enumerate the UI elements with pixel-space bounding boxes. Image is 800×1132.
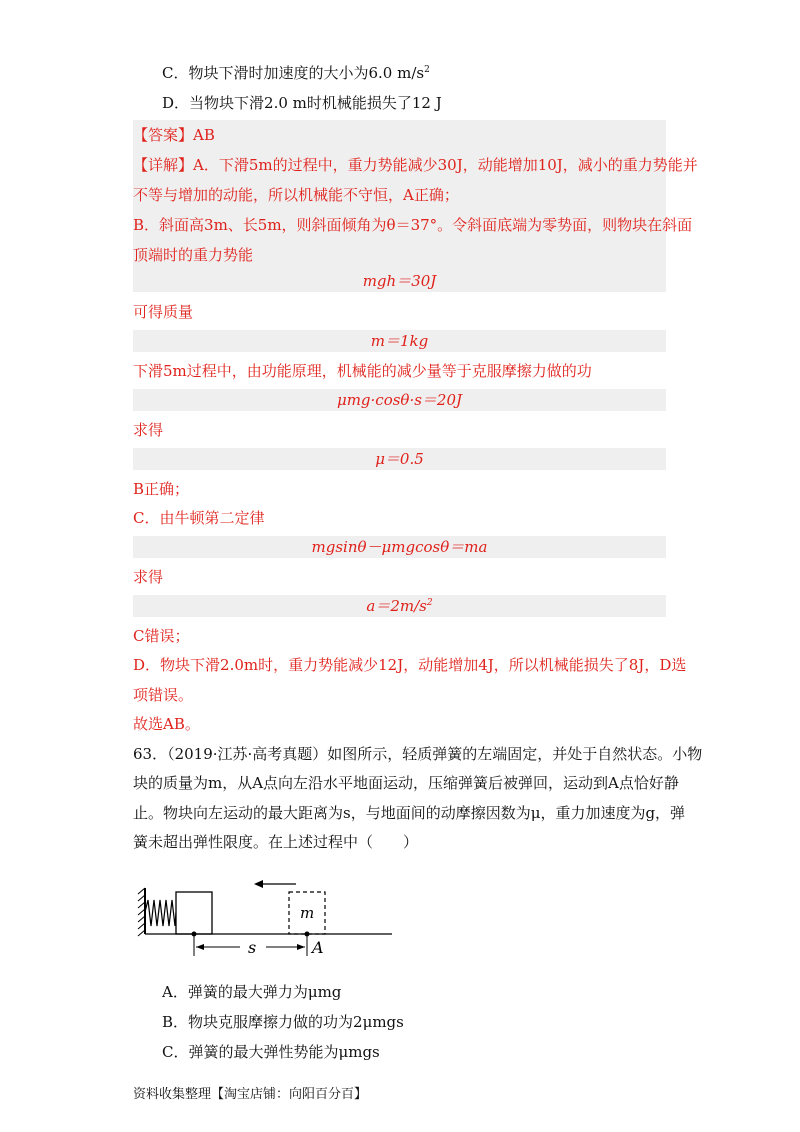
detail-line-11: C错误； — [133, 627, 190, 645]
equation-4: μ＝0.5 — [133, 448, 666, 470]
choice-c: C．弹簧的最大弹性势能为μmgs — [162, 1043, 380, 1061]
detail-line-9: C．由牛顿第二定律 — [133, 509, 265, 527]
choice-b: B．物块克服摩擦力做的功为2μmgs — [162, 1013, 404, 1031]
detail-line-3: B．斜面高3m、长5m，则斜面倾角为θ＝37°。令斜面底端为零势面，则物块在斜面 — [133, 210, 666, 240]
answer-line: 【答案】AB — [133, 120, 666, 150]
equation-5: mgsinθ－μmgcosθ＝ma — [133, 536, 666, 558]
equation-1: mgh＝30J — [133, 270, 666, 292]
detail-line-5: 可得质量 — [133, 303, 194, 321]
question-line-3: 止。物块向左运动的最大距离为s，与地面间的动摩擦因数为μ，重力加速度为g，弹 — [133, 804, 686, 822]
detail-line-12: D．物块下滑2.0m时，重力势能减少12J，动能增加4J，所以机械能损失了8J，D选 — [133, 656, 687, 674]
spring-block-figure — [130, 870, 400, 960]
equation-3: μmg·cosθ·s＝20J — [133, 389, 666, 411]
choice-a: A．弹簧的最大弹力为μmg — [162, 983, 342, 1001]
question-line-1: 63．（2019·江苏·高考真题）如图所示，轻质弹簧的左端固定，并处于自然状态。小物 — [133, 745, 703, 763]
detail-line-7: 求得 — [133, 421, 164, 439]
question-line-4: 簧未超出弹性限度。在上述过程中（ ） — [133, 833, 419, 851]
equation-6: $a=2m/s^2$ — [133, 595, 666, 617]
detail-line-13: 项错误。 — [133, 686, 194, 704]
distance-label: s — [248, 938, 257, 957]
option-c-top: C．物块下滑时加速度的大小为6.0 $m/s^2$ — [162, 64, 430, 82]
footer: 资料收集整理【淘宝店铺：向阳百分百】 — [133, 1087, 368, 1102]
detail-line-14: 故选AB。 — [133, 715, 200, 733]
equation-2: m＝1kg — [133, 330, 666, 352]
detail-line-1: 【详解】A．下滑5m的过程中，重力势能减少30J，动能增加10J，减小的重力势能并 — [133, 150, 666, 180]
detail-line-4: 顶端时的重力势能 — [133, 240, 666, 270]
detail-line-2: 不等与增加的动能，所以机械能不守恒，A正确； — [133, 180, 666, 210]
detail-line-10: 求得 — [133, 568, 164, 586]
point-a-label: A — [312, 938, 324, 957]
option-d-top: D．当物块下滑2.0 m时机械能损失了12 J — [162, 94, 442, 112]
mass-label: m — [300, 904, 315, 922]
detail-line-6: 下滑5m过程中，由功能原理，机械能的减少量等于克服摩擦力做的功 — [133, 362, 592, 380]
question-line-2: 块的质量为m，从A点向左沿水平地面运动，压缩弹簧后被弹回，运动到A点恰好静 — [133, 774, 679, 792]
detail-line-8: B正确； — [133, 480, 190, 498]
